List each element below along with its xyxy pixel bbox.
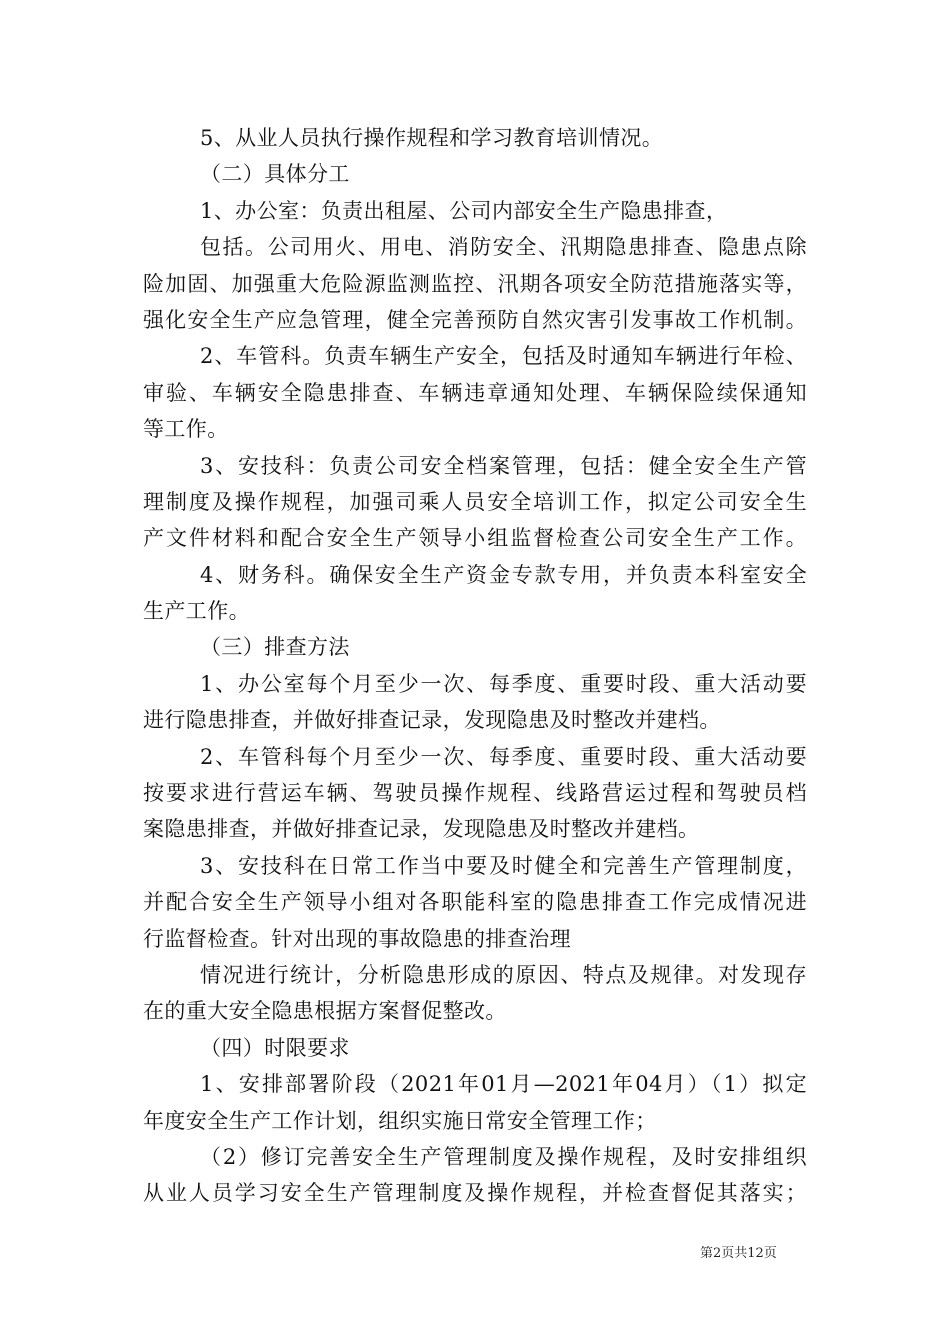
- text-line: 2、车管科每个月至少一次、每季度、重要时段、重大活动要: [200, 744, 807, 769]
- text-line: 强化安全生产应急管理，健全完善预防自然灾害引发事故工作机制。: [143, 307, 807, 332]
- text-line: 从业人员学习安全生产管理制度及操作规程，并检查督促其落实；: [143, 1181, 807, 1206]
- text-line: 理制度及操作规程，加强司乘人员安全培训工作，拟定公司安全生: [143, 489, 807, 514]
- text-line: 2、车管科。负责车辆生产安全，包括及时通知车辆进行年检、: [200, 344, 807, 369]
- text-line: 3、安技科：负责公司安全档案管理，包括：健全安全生产管: [200, 453, 807, 478]
- text-line: 4、财务科。确保安全生产资金专款专用，并负责本科室安全: [200, 562, 807, 587]
- text-line: 包括。公司用火、用电、消防安全、汛期隐患排查、隐患点除: [200, 235, 807, 260]
- text-line: 险加固、加强重大危险源监测监控、汛期各项安全防范措施落实等，: [143, 271, 807, 296]
- text-line: 生产工作。: [143, 599, 250, 624]
- page-number-footer: 第2页共12页: [700, 1246, 777, 1261]
- text-line: （2）修订完善安全生产管理制度及操作规程，及时安排组织: [200, 1144, 807, 1169]
- text-line: 年度安全生产工作计划，组织实施日常安全管理工作；: [143, 1108, 657, 1133]
- text-line: 行监督检查。针对出现的事故隐患的排查治理: [143, 926, 571, 951]
- text-line: 审验、车辆安全隐患排查、车辆违章通知处理、车辆保险续保通知: [143, 380, 807, 405]
- text-line: （二）具体分工: [200, 162, 350, 187]
- text-line: 进行隐患排查，并做好排查记录，发现隐患及时整改并建档。: [143, 708, 721, 733]
- text-line: （四）时限要求: [200, 1035, 350, 1060]
- text-line: 5、从业人员执行操作规程和学习教育培训情况。: [200, 126, 664, 150]
- text-line: 案隐患排查，并做好排查记录，发现隐患及时整改并建档。: [143, 817, 700, 842]
- text-line: 3、安技科在日常工作当中要及时健全和完善生产管理制度，: [200, 853, 807, 878]
- text-line: 产文件材料和配合安全生产领导小组监督检查公司安全生产工作。: [143, 526, 807, 551]
- text-line: 按要求进行营运车辆、驾驶员操作规程、线路营运过程和驾驶员档: [143, 781, 807, 806]
- text-line: 1、办公室每个月至少一次、每季度、重要时段、重大活动要: [200, 671, 807, 696]
- text-line: 在的重大安全隐患根据方案督促整改。: [143, 999, 507, 1024]
- text-line: 1、安排部署阶段（2021年01月—2021年04月）（1）拟定: [200, 1072, 807, 1097]
- text-line: 等工作。: [143, 417, 229, 442]
- text-line: 1、办公室：负责出租屋、公司内部安全生产隐患排查，: [200, 198, 728, 223]
- text-line: 并配合安全生产领导小组对各职能科室的隐患排查工作完成情况进: [143, 890, 807, 915]
- document-body: [143, 120, 807, 1212]
- text-line: （三）排查方法: [200, 635, 350, 660]
- text-line: 情况进行统计，分析隐患形成的原因、特点及规律。对发现存: [200, 962, 807, 987]
